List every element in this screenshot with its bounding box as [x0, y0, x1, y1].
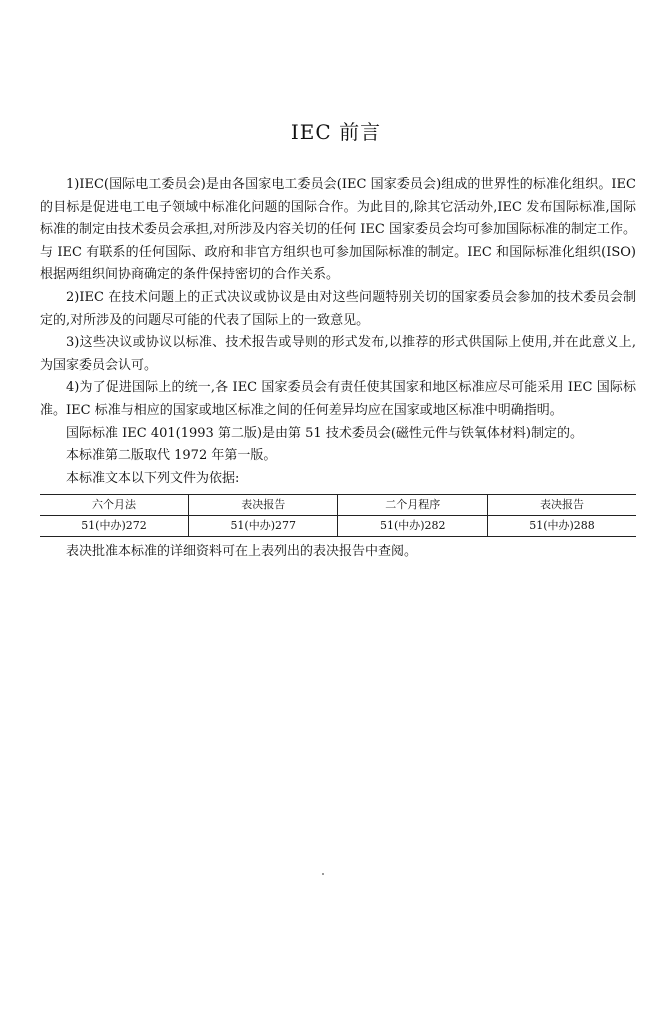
table-header-cell: 表决报告 [488, 495, 637, 516]
scan-speck [322, 873, 324, 875]
table-header-cell: 六个月法 [40, 495, 188, 516]
paragraph-3: 3)这些决议或协议以标准、技术报告或导则的形式发布,以推荐的形式供国际上使用,并在此意义上,为国家委员会认可。 [40, 335, 636, 373]
table-cell: 51(中办)272 [40, 516, 188, 537]
paragraph-4: 4)为了促进国际上的统一,各 IEC 国家委员会有责任使其国家和地区标准应尽可能采用 IEC 国际标准。IEC 标准与相应的国家或地区标准之间的任何差异均应在国家或地区标准中明确指明。 [40, 380, 636, 418]
paragraph-7: 本标准文本以下列文件为依据: [66, 470, 240, 486]
table-cell: 51(中办)288 [488, 516, 637, 537]
documents-table [40, 494, 636, 537]
paragraph-6: 本标准第二版取代 1972 年第一版。 [66, 448, 277, 464]
document-body [40, 174, 636, 564]
table-header-cell: 二个月程序 [338, 495, 488, 516]
paragraph-1: 1)IEC(国际电工委员会)是由各国家电工委员会(IEC 国家委员会)组成的世界性的标准化组织。IEC 的目标是促进电工电子领域中标准化问题的国际合作。为此目的,除其它活动外,IEC 发布国际标准,国际标准的制定由技术委员会承担,对所涉及内容关切的任何 IEC 国家委员会均可参加国际标准的制定工作。与 IEC 有联系的任何国际、政府和非官方组织也可参加国际标准的制定。IEC 和国际标准化组织(ISO)根据两组织间协商确定的条件保持密切的合作关系。 [40, 177, 636, 283]
paragraph-5: 国际标准 IEC 401(1993 第二版)是由第 51 技术委员会(磁性元件与铁氧体材料)制定的。 [66, 425, 583, 441]
footer-note: 表决批准本标准的详细资料可在上表列出的表决报告中查阅。 [66, 544, 418, 560]
table-header-row [40, 495, 636, 516]
table-row [40, 516, 636, 537]
page-title: IEC 前言 [290, 120, 382, 144]
table-cell: 51(中办)282 [338, 516, 488, 537]
table-header-cell: 表决报告 [188, 495, 338, 516]
paragraph-2: 2)IEC 在技术问题上的正式决议或协议是由对这些问题特别关切的国家委员会参加的技术委员会制定的,对所涉及的问题尽可能的代表了国际上的一致意见。 [40, 289, 636, 328]
table-cell: 51(中办)277 [188, 516, 338, 537]
